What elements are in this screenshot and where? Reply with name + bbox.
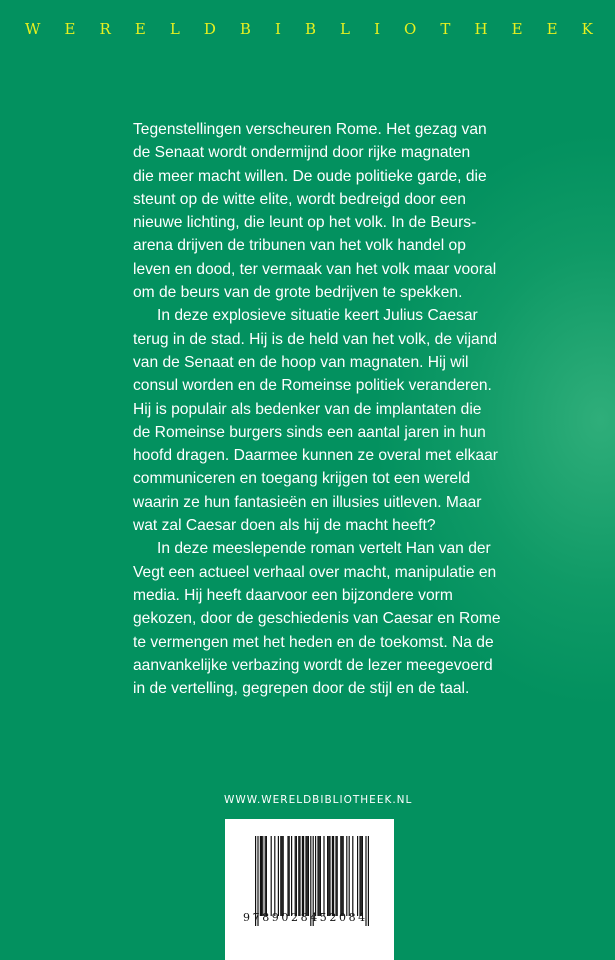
- blurb-text: [133, 118, 513, 700]
- barcode-bar: [319, 836, 320, 916]
- series-letter: L: [340, 20, 351, 38]
- series-letter: I: [374, 20, 380, 38]
- barcode-bar: [329, 836, 330, 916]
- barcode-bar: [335, 836, 336, 916]
- series-letter: D: [203, 20, 216, 38]
- barcode-bar: [298, 836, 299, 916]
- publisher-url[interactable]: WWW.WERELDBIBLIOTHEEK.NL: [224, 794, 413, 806]
- barcode-bar: [261, 836, 262, 916]
- barcode-bar: [361, 836, 362, 916]
- series-letter: B: [239, 20, 251, 38]
- barcode-bar: [266, 836, 267, 916]
- barcode-bar: [295, 836, 296, 916]
- text-line: hoofd dragen. Daarmee kunnen ze overal met elkaar: [133, 447, 498, 465]
- barcode-bar: [289, 836, 290, 916]
- barcode-bar: [274, 836, 275, 916]
- text-line: communiceren en toegang krijgen tot een wereld: [133, 470, 471, 488]
- text-line: In deze explosieve situatie keert Julius Caesar: [157, 307, 478, 325]
- text-line: in de vertelling, gegrepen door de stijl en de taal.: [133, 680, 470, 698]
- barcode-bar: [271, 836, 272, 916]
- barcode-bar: [303, 836, 304, 916]
- series-letter: E: [511, 20, 523, 38]
- series-letter: E: [134, 20, 146, 38]
- series-letter: T: [440, 20, 451, 38]
- barcode-bar: [291, 836, 292, 916]
- barcode-bar: [283, 836, 284, 916]
- barcode-bar: [359, 836, 360, 916]
- text-line: Vegt een actueel verhaal over macht, manipulatie en: [133, 563, 497, 581]
- text-line: van de Senaat en de hoop van magnaten. Hij wil: [133, 353, 469, 371]
- barcode-box: [225, 819, 394, 960]
- barcode-bar: [323, 836, 324, 916]
- barcode-bar: [317, 836, 318, 916]
- text-line: terug in de stad. Hij is de held van het volk, de vijand: [133, 330, 498, 348]
- text-line: media. Hij heeft daarvoor een bijzondere vorm: [133, 586, 453, 604]
- barcode-bar: [352, 836, 353, 916]
- barcode-bar: [341, 836, 342, 916]
- barcode-bar: [262, 836, 263, 916]
- series-letter: O: [404, 20, 417, 38]
- text-line: gekozen, door de geschiedenis van Caesar en Rome: [133, 610, 501, 628]
- series-letter: R: [99, 20, 111, 38]
- barcode-bar: [332, 836, 333, 916]
- barcode-bar: [281, 836, 282, 916]
- series-title: [0, 20, 615, 38]
- barcode-bar: [343, 836, 344, 916]
- text-line: Hij is populair als bedenker van de implantaten die: [133, 400, 482, 418]
- text-line: In deze meeslepende roman vertelt Han van der: [157, 540, 491, 558]
- text-line: consul worden en de Romeinse politiek veranderen.: [133, 377, 492, 395]
- barcode-bar: [260, 836, 261, 916]
- barcode-bar: [280, 836, 281, 916]
- barcode-bar: [299, 836, 300, 916]
- barcode-bar: [287, 836, 288, 916]
- barcode-bar: [327, 836, 328, 916]
- series-letter: B: [304, 20, 316, 38]
- isbn-digits: 9789028452084: [243, 911, 368, 924]
- text-line: te vermengen met het heden en de toekomst. Na de: [133, 633, 494, 651]
- text-line: aanvankelijke verbazing wordt de lezer meegevoerd: [133, 656, 493, 674]
- series-letter: L: [169, 20, 180, 38]
- barcode-bar: [278, 836, 279, 916]
- barcode-bar: [308, 836, 309, 916]
- text-line: om de beurs van de grote bedrijven te spekken.: [133, 284, 463, 302]
- text-line: steunt op de witte elite, wordt bedreigd door een: [133, 190, 466, 208]
- barcode-bar: [265, 836, 266, 916]
- barcode-bar: [296, 836, 297, 916]
- barcode-bar: [315, 836, 316, 916]
- text-line: arena drijven de tribunen van het volk handel op: [133, 237, 466, 255]
- barcode-bar: [302, 836, 303, 916]
- barcode-bar: [362, 836, 363, 916]
- barcode-bar: [307, 836, 308, 916]
- text-line: die meer macht willen. De oude politieke garde, die: [133, 167, 487, 185]
- text-line: Tegenstellingen verscheuren Rome. Het gezag van: [133, 121, 487, 138]
- barcode-bar: [337, 836, 338, 916]
- text-line: nieuwe lichting, die leunt op het volk. In de Beurs-: [133, 214, 477, 232]
- barcode-bar: [328, 836, 329, 916]
- text-line: de Senaat wordt ondermijnd door rijke magnaten: [133, 144, 471, 162]
- series-letter: K: [581, 20, 593, 38]
- series-letter: E: [64, 20, 76, 38]
- barcode-bar: [320, 836, 321, 916]
- barcode-bar: [346, 836, 347, 916]
- series-letter: E: [546, 20, 558, 38]
- text-line: wat zal Caesar doen als hij de macht heeft?: [133, 517, 436, 535]
- barcode-bar: [357, 836, 358, 916]
- barcode-bar: [340, 836, 341, 916]
- barcode-bar: [368, 836, 369, 926]
- series-letter: W: [25, 20, 41, 38]
- barcode-bar: [305, 836, 306, 916]
- text-line: de Romeinse burgers sinds een aantal jaren in hun: [133, 423, 486, 441]
- series-letter: H: [474, 20, 488, 38]
- series-letter: I: [274, 20, 281, 38]
- barcode-bar: [333, 836, 334, 916]
- text-line: waarin ze hun fantasieën en illusies uitleven. Maar: [133, 493, 482, 511]
- barcode-bar: [349, 836, 350, 916]
- text-line: leven en dood, ter vermaak van het volk maar vooral: [133, 260, 497, 278]
